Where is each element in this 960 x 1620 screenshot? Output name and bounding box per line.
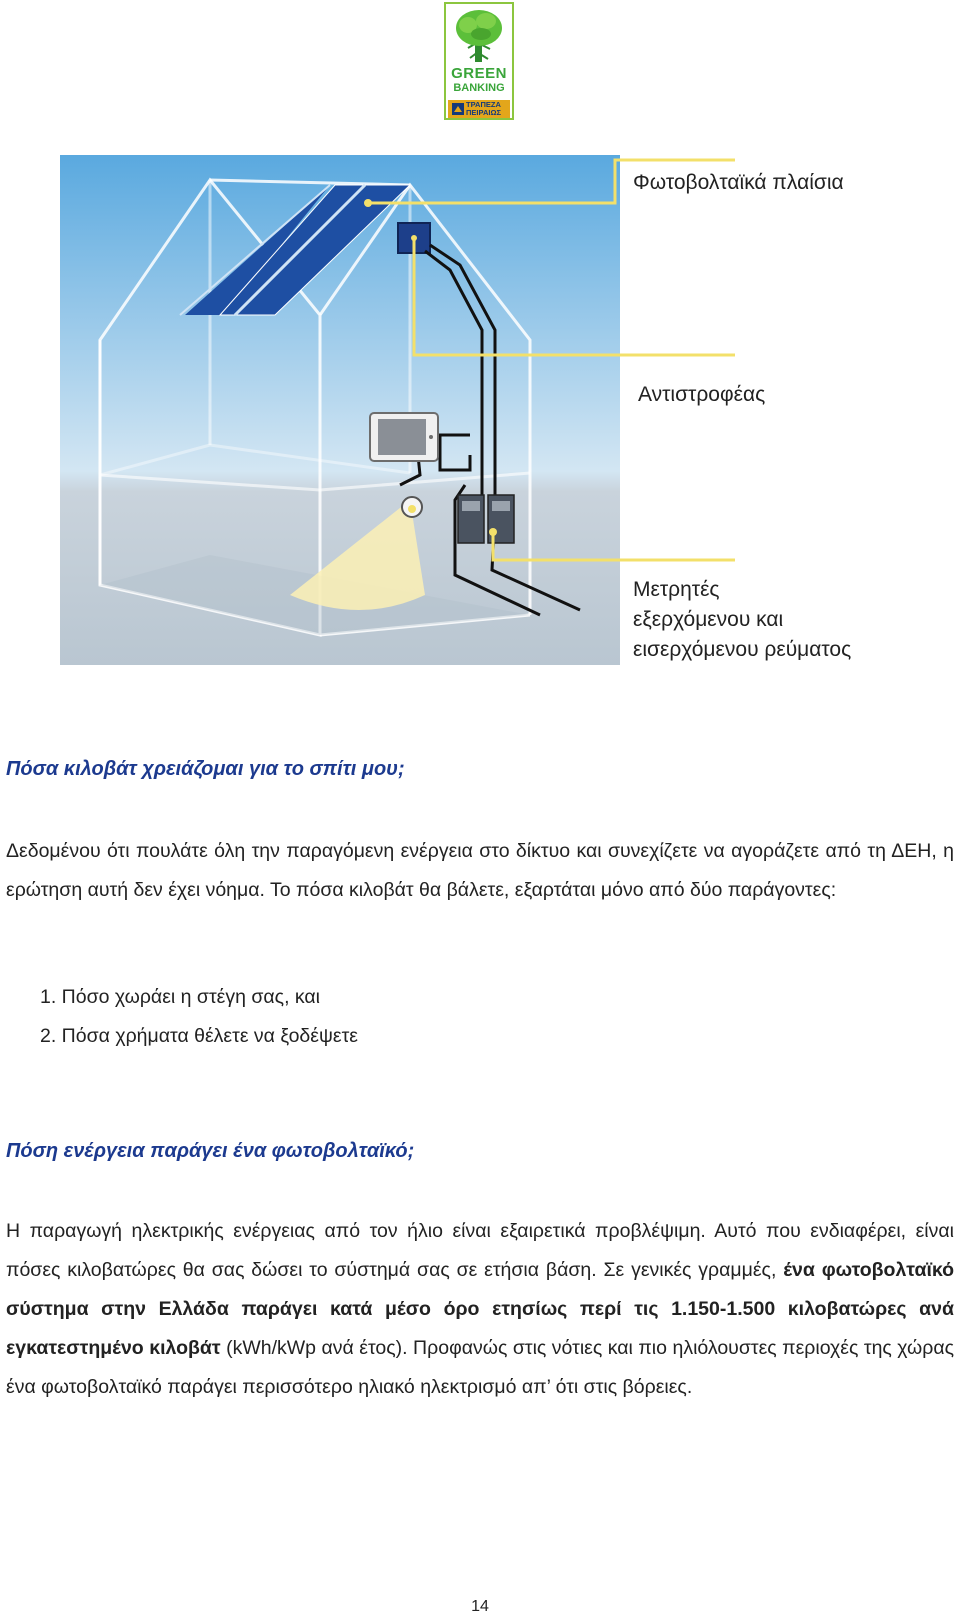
green-banking-logo	[444, 2, 514, 120]
label-meters-line3: εισερχόμενου ρεύματος	[633, 638, 852, 661]
list-item: 2. Πόσα χρήματα θέλετε να ξοδέψετε	[40, 1025, 358, 1047]
paragraph-text-bold: ένα φωτοβολταϊκό σύστημα στην Ελλάδα παράγει κατά μέσο όρο ετησίως περί τις 1.150-1.500 κιλοβατώρες ανά εγκατεστημένο κιλοβάτ	[6, 1259, 954, 1359]
section-paragraph-kilowatts: Δεδομένου ότι πουλάτε όλη την παραγόμενη ενέργεια στο δίκτυο και συνεχίζετε να αγοράζετε από τη ΔΕΗ, η ερώτηση αυτή δεν έχει νόημα. Το πόσα κιλοβάτ θα βάλετε, εξαρτάται μόνο από δύο παράγοντες:	[6, 840, 954, 901]
page-number: 14	[471, 1598, 489, 1615]
bank-badge	[448, 100, 510, 118]
label-meters-line1: Μετρητές	[633, 578, 720, 601]
tree-icon	[454, 8, 504, 66]
section-heading-energy: Πόση ενέργεια παράγει ένα φωτοβολταϊκό;	[6, 1140, 415, 1162]
label-meters-line2: εξερχόμενου και	[633, 608, 784, 631]
label-meters	[633, 575, 851, 665]
bank-name-line1: ΤΡΑΠΕΖΑ	[466, 100, 501, 109]
logo-banking-text: BANKING	[453, 82, 505, 94]
callout-extensions	[580, 150, 740, 570]
paragraph-text-end: (kWh/kWp ανά έτος). Προφανώς στις νότιες και πιο ηλιόλουστες περιοχές της χώρας ένα φωτοβολταϊκό παράγει περισσότερο ηλιακό ηλεκτρισμό απ’ ότι στις βόρειες.	[6, 1337, 955, 1398]
section-heading-kilowatts: Πόσα κιλοβάτ χρειάζομαι για το σπίτι μου;	[6, 758, 405, 780]
bank-emblem-icon	[451, 102, 465, 116]
solar-house-diagram	[60, 155, 620, 665]
paragraph-text-start: Η παραγωγή ηλεκτρικής ενέργειας από τον ήλιο είναι εξαιρετικά προβλέψιμη. Αυτό που ενδιαφέρει, είναι πόσες κιλοβατώρες θα σας δώσει το σύστημά σας σε ετήσια βάση. Σε γενικές γραμμές,	[6, 1220, 954, 1281]
bank-name-line2: ΠΕΙΡΑΙΩΣ	[466, 108, 501, 117]
label-solar-panels: Φωτοβολταϊκά πλαίσια	[633, 171, 844, 194]
bank-name	[466, 101, 501, 117]
label-inverter: Αντιστροφέας	[638, 383, 766, 406]
panel-pointer-dot	[364, 199, 372, 207]
list-item: 1. Πόσο χωράει η στέγη σας, και	[40, 986, 321, 1008]
logo-green-text: GREEN	[451, 65, 507, 82]
section-paragraph-energy	[6, 1212, 954, 1407]
television	[370, 413, 438, 461]
